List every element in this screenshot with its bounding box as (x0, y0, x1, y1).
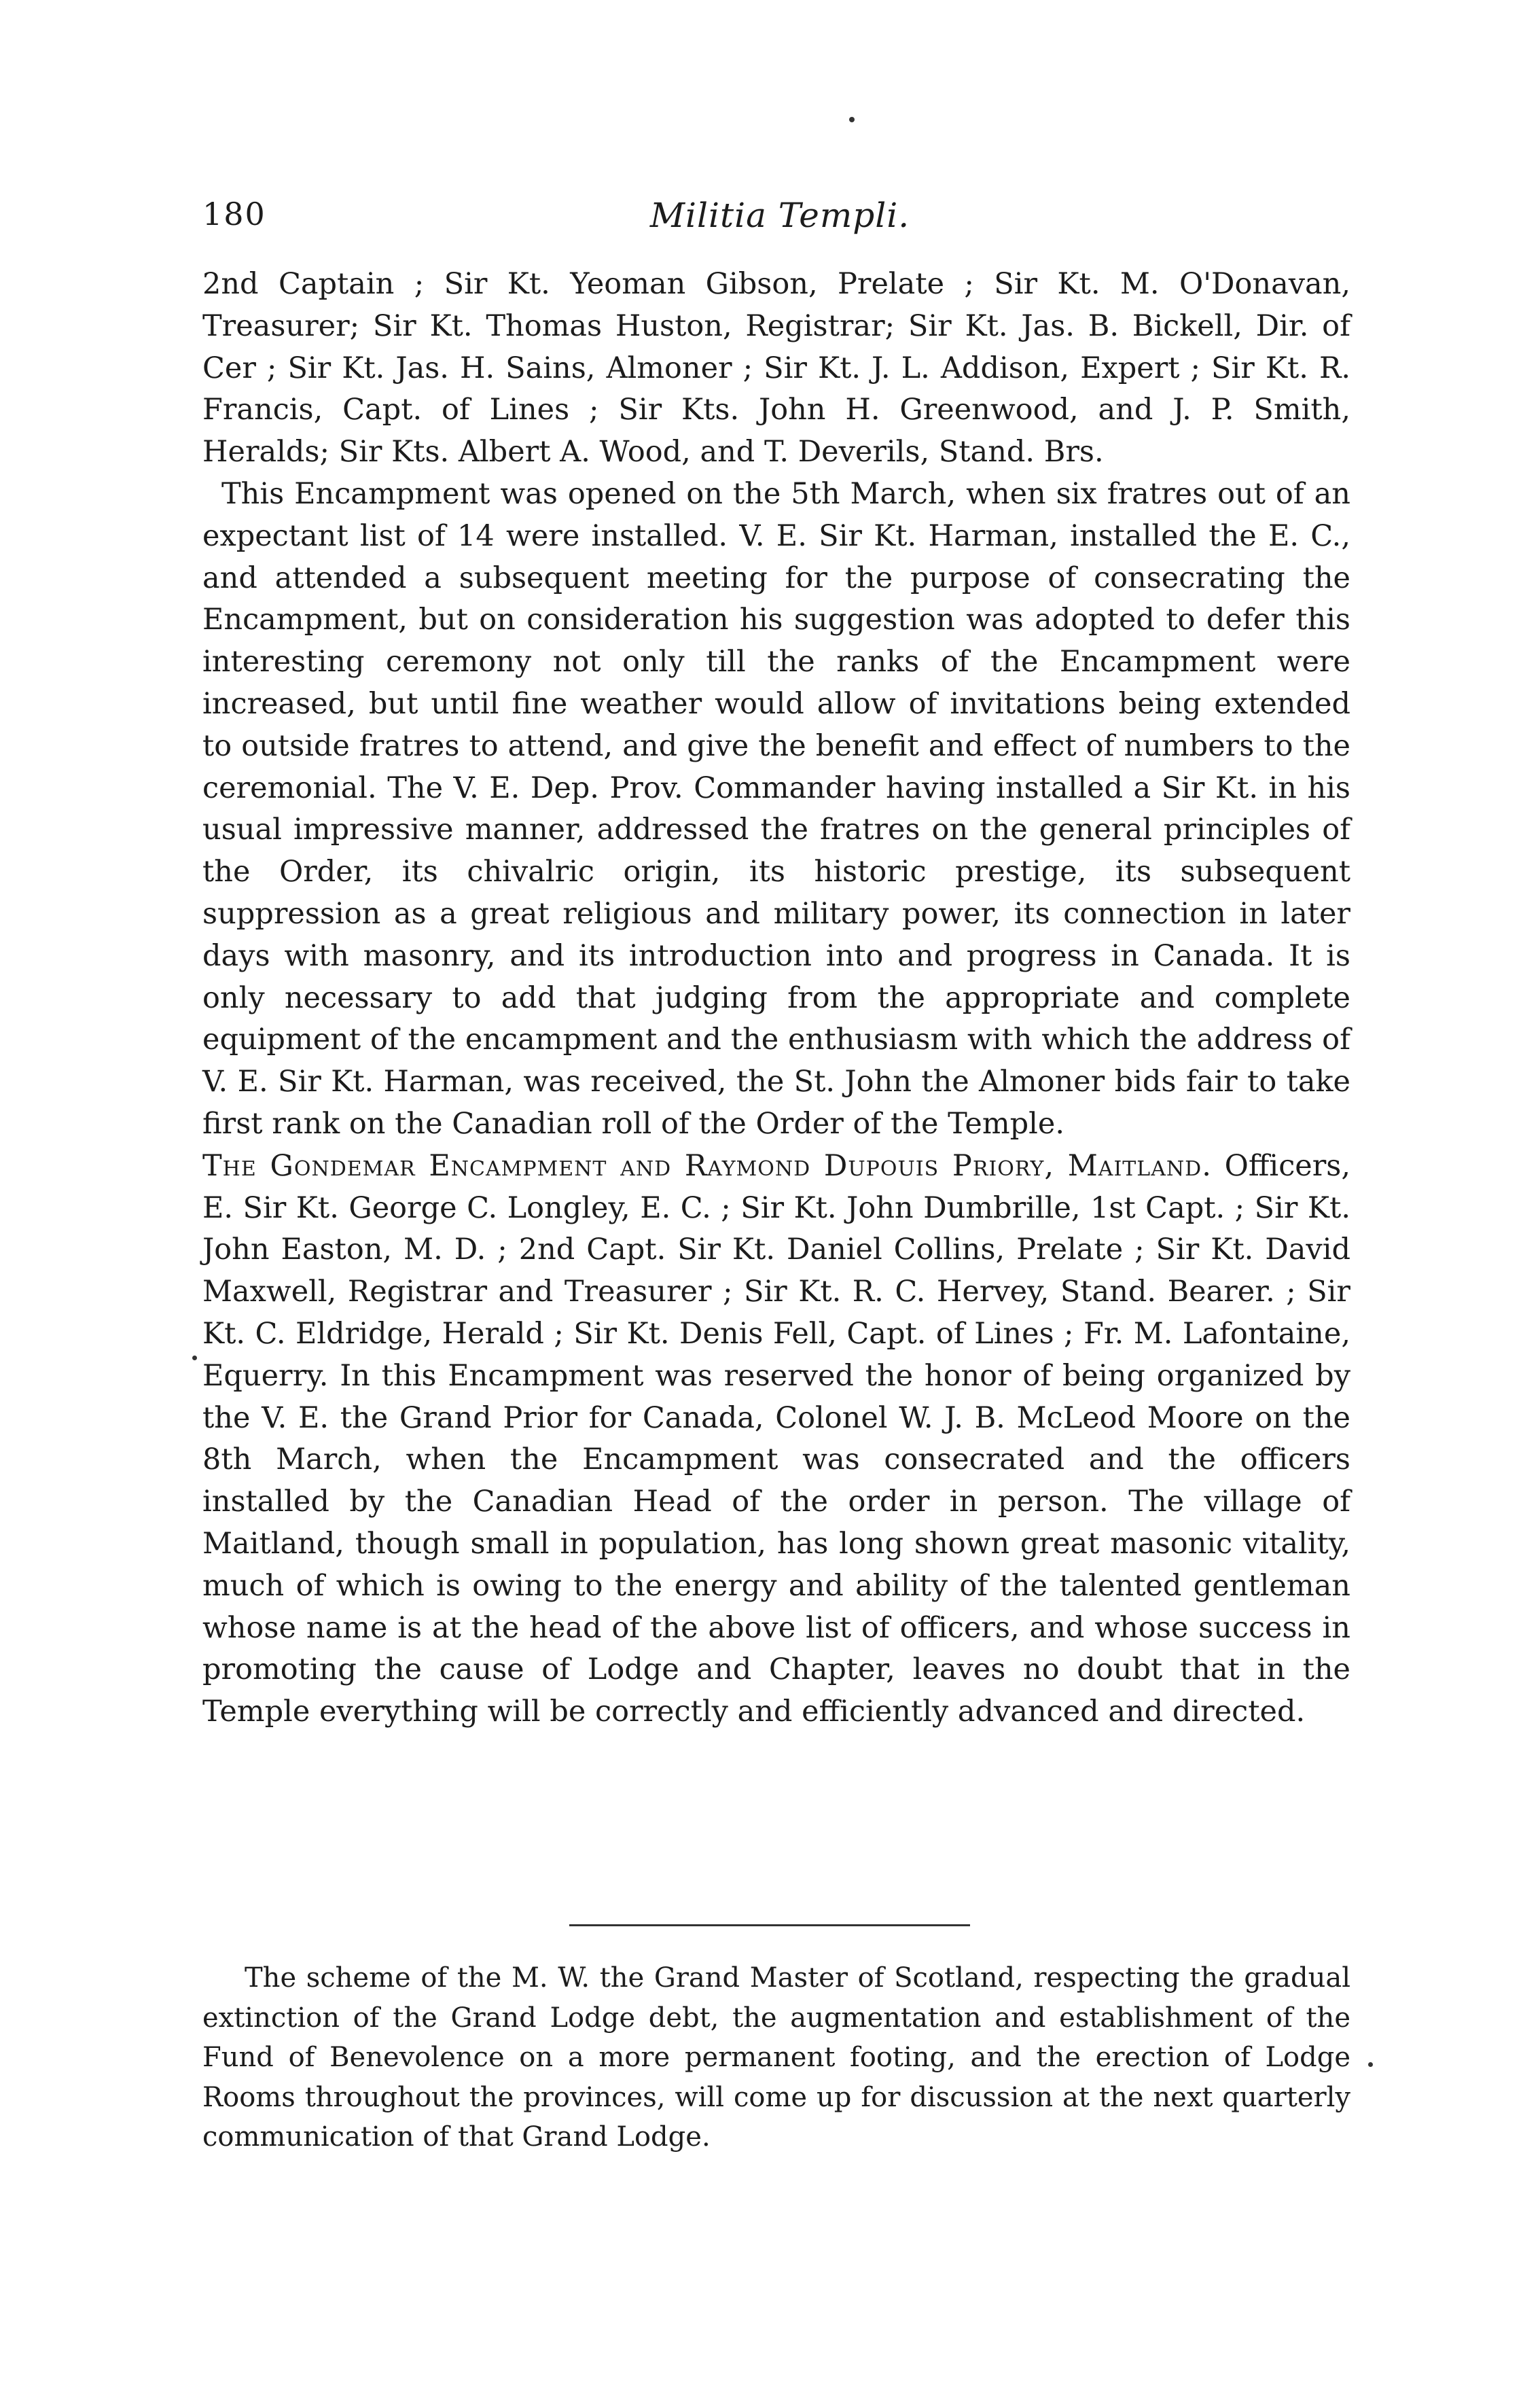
section-divider-rule (569, 1924, 970, 1926)
paragraph-officers-list: 2nd Captain ; Sir Kt. Yeoman Gibson, Prelate ; Sir Kt. M. O'Donavan, Treasurer; Sir Kt. Thomas Huston, Registrar; Sir Kt. Jas. B. Bickell, Dir. of Cer ; Sir Kt. Jas. H. Sains, Almoner ; Sir Kt. J. L. Addison, Expert ; Sir Kt. R. Francis, Capt. of Lines ; Sir Kts. John H. Greenwood, and J. P. Smith, Heralds; Sir Kts. Albert A. Wood, and T. Deverils, Stand. Brs. (202, 267, 1350, 470)
section-heading: The Gondemar Encampment and Raymond Dupouis Priory, Maitland. (202, 1148, 1212, 1183)
stray-ink-dot (849, 117, 855, 122)
page-number: 180 (202, 196, 266, 232)
footnote-block (202, 1958, 1350, 2157)
running-title: Militia Templi. (649, 196, 910, 235)
stray-ink-dot (1368, 2062, 1373, 2067)
section-body: Officers, E. Sir Kt. George C. Longley, E. C. ; Sir Kt. John Dumbrille, 1st Capt. ; Sir Kt. John Easton, M. D. ; 2nd Capt. Sir Kt. Daniel Collins, Prelate ; Sir Kt. David Maxwell, Registrar and Treasurer ; Sir Kt. R. C. Hervey, Stand. Bearer. ; Sir Kt. C. Eldridge, Herald ; Sir Kt. Denis Fell, Capt. of Lines ; Fr. M. Lafontaine, Equerry. In this Encampment was reserved the honor of being organized by the V. E. the Grand Prior for Canada, Colonel W. J. B. McLeod Moore on the 8th March, when the Encampment was consecrated and the officers installed by the Canadian Head of the order in person. The village of Maitland, though small in population, has long shown great masonic vitality, much of which is owing to the energy and ability of the talented gentleman whose name is at the head of the above list of officers, and whose success in promoting the cause of Lodge and Chapter, leaves no doubt that in the Temple everything will be correctly and efficiently advanced and directed. (202, 1148, 1351, 1729)
footnote-paragraph: The scheme of the M. W. the Grand Master of Scotland, respecting the gradual extinction of the Grand Lodge debt, the augmentation and establishment of the Fund of Benevolence on a more permanent footing, and the erection of Lodge Rooms throughout the provinces, will come up for discussion at the next quarterly communication of that Grand Lodge. (202, 1962, 1350, 2153)
page-header (202, 196, 1357, 243)
stray-ink-dot (192, 1356, 197, 1360)
paragraph-encampment-opening: This Encampment was opened on the 5th March, when six fratres out of an expectant list of 14 were installed. V. E. Sir Kt. Harman, installed the E. C., and attended a subsequent meeting for the purpose of consecrating the Encampment, but on consideration his suggestion was adopted to defer this interesting ceremony not only till the ranks of the Encampment were increased, but until fine weather would allow of invitations being extended to outside fratres to attend, and give the benefit and effect of numbers to the ceremonial. The V. E. Dep. Prov. Commander having installed a Sir Kt. in his usual impressive manner, addressed the fratres on the general principles of the Order, its chivalric origin, its historic prestige, its subsequent suppression as a great religious and military power, its connection in later days with masonry, and its introduction into and progress in Canada. It is only necessary to add that judging from the appropriate and complete equipment of the encampment and the enthusiasm with which the address of V. E. Sir Kt. Harman, was received, the St. John the Almoner bids fair to take first rank on the Canadian roll of the Order of the Temple. (202, 476, 1350, 1141)
body-text (202, 264, 1350, 1733)
paragraph-gondemar-encampment (202, 1146, 1350, 1733)
